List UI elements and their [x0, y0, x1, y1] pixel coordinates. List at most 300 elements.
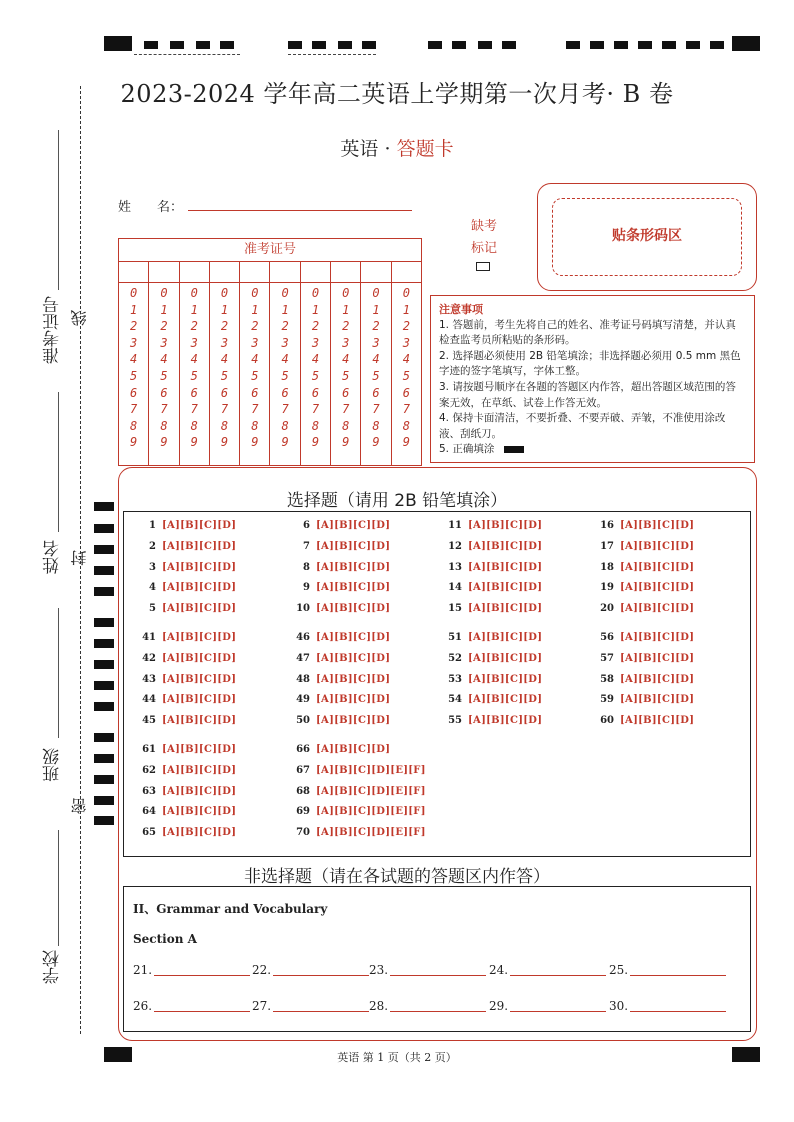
- choice-question-13: [440, 562, 542, 573]
- id-digit-bubble[interactable]: 6: [220, 385, 229, 400]
- id-digit-bubble[interactable]: 9: [281, 435, 289, 450]
- id-digit-bubble[interactable]: 3: [130, 335, 138, 350]
- blank-line[interactable]: [154, 975, 250, 976]
- choice-question-47: [288, 653, 390, 664]
- answer-options[interactable]: [A][B][C][D][E][F]: [316, 827, 426, 839]
- answer-options[interactable]: [A][B][C][D]: [316, 673, 391, 685]
- blank-line[interactable]: [510, 975, 606, 976]
- id-digit-bubble[interactable]: 8: [190, 418, 198, 433]
- question-number: 19: [600, 582, 614, 594]
- question-number: 12: [448, 540, 462, 552]
- timing-mark: [452, 41, 466, 49]
- answer-options[interactable]: [A][B][C][D]: [620, 673, 695, 685]
- class-line: [58, 608, 59, 738]
- choice-question-11: [440, 520, 542, 531]
- id-digit-bubble[interactable]: 5: [311, 368, 320, 383]
- choice-question-50: [288, 715, 390, 726]
- question-number: 1: [149, 520, 156, 531]
- id-write-cell[interactable]: [149, 262, 179, 282]
- choice-question-57: [592, 653, 694, 664]
- choice-question-67: [288, 765, 426, 776]
- answer-options[interactable]: [A][B][C][D]: [620, 603, 695, 615]
- question-number: 4: [149, 582, 156, 594]
- id-digit-bubble[interactable]: 5: [402, 368, 410, 383]
- question-number: 14: [448, 582, 462, 594]
- name-line: [58, 392, 59, 532]
- blank-number: 26.: [133, 999, 153, 1013]
- id-digit-column: [361, 283, 391, 465]
- blank-number: 29.: [489, 999, 509, 1013]
- question-number: 56: [600, 632, 614, 643]
- answer-options[interactable]: [A][B][C][D]: [620, 561, 695, 573]
- exam-id-line: [58, 130, 59, 290]
- id-digit-bubble[interactable]: 7: [342, 402, 350, 417]
- id-digit-bubble[interactable]: 2: [130, 319, 138, 334]
- blank-number: 23.: [369, 963, 389, 977]
- timing-mark-left: [94, 618, 114, 627]
- timing-mark: [196, 41, 210, 49]
- question-number: 18: [600, 561, 614, 573]
- choice-question-54: [440, 694, 542, 705]
- answer-options[interactable]: [A][B][C][D]: [468, 652, 543, 664]
- question-number: 64: [142, 806, 156, 818]
- id-digit-bubble[interactable]: 9: [311, 435, 320, 450]
- answer-options[interactable]: [A][B][C][D]: [162, 540, 237, 552]
- id-digit-bubble[interactable]: 3: [220, 335, 229, 350]
- question-number: 61: [142, 744, 156, 755]
- id-write-cell[interactable]: [240, 262, 270, 282]
- barcode-area: [537, 183, 757, 291]
- id-digit-bubble[interactable]: 8: [160, 418, 168, 433]
- id-digit-bubble[interactable]: 1: [342, 302, 350, 317]
- answer-options[interactable]: [A][B][C][D]: [468, 603, 543, 615]
- answer-options[interactable]: [A][B][C][D][E][F]: [316, 764, 426, 776]
- choice-answer-box: [123, 511, 751, 857]
- answer-options[interactable]: [A][B][C][D]: [162, 744, 237, 755]
- timing-mark-left: [94, 587, 114, 596]
- answer-blank: [252, 963, 369, 977]
- nonchoice-section-title: 非选择题（请在各试题的答题区内作答）: [244, 867, 550, 887]
- note-item: 4. 保持卡面清洁，不要折叠、不要弄破、弄皱，不准使用涂改液、刮纸刀。: [439, 412, 726, 440]
- choice-question-63: [134, 786, 236, 797]
- question-number: 70: [296, 827, 310, 839]
- id-digit-bubble[interactable]: 5: [160, 368, 168, 383]
- answer-options[interactable]: [A][B][C][D]: [316, 715, 391, 727]
- answer-options[interactable]: [A][B][C][D]: [162, 806, 237, 818]
- question-number: 67: [296, 764, 310, 776]
- answer-options[interactable]: [A][B][C][D]: [468, 673, 543, 685]
- id-digit-bubble[interactable]: 1: [372, 302, 380, 317]
- choice-question-48: [288, 674, 390, 685]
- timing-mark: [638, 41, 652, 49]
- timing-mark: [710, 41, 724, 49]
- blank-number: 24.: [489, 963, 509, 977]
- id-digit-column: [331, 283, 361, 465]
- blank-line[interactable]: [273, 1011, 369, 1012]
- id-digit-bubble[interactable]: 6: [311, 385, 320, 400]
- answer-options[interactable]: [A][B][C][D]: [468, 694, 543, 706]
- id-digit-bubble[interactable]: 6: [190, 385, 198, 400]
- id-write-cell[interactable]: [301, 262, 331, 282]
- school-line: [58, 830, 59, 946]
- id-digit-bubble[interactable]: 0: [190, 286, 198, 300]
- choice-question-59: [592, 694, 694, 705]
- answer-options[interactable]: [A][B][C][D]: [468, 632, 543, 643]
- id-digit-bubble[interactable]: 0: [281, 286, 289, 300]
- answer-options[interactable]: [A][B][C][D]: [162, 673, 237, 685]
- id-digit-bubble[interactable]: 4: [311, 352, 320, 367]
- id-digit-bubble[interactable]: 2: [160, 319, 168, 334]
- choice-question-12: [440, 541, 542, 552]
- question-number: 45: [142, 715, 156, 727]
- id-digit-bubble[interactable]: 7: [251, 402, 259, 417]
- id-digit-bubble[interactable]: 3: [251, 335, 259, 350]
- timing-mark: [170, 41, 184, 49]
- id-digit-bubble[interactable]: 7: [130, 402, 138, 417]
- id-digit-bubble[interactable]: 4: [190, 352, 198, 367]
- id-digit-bubble[interactable]: 0: [160, 286, 168, 300]
- answer-options[interactable]: [A][B][C][D]: [162, 652, 237, 664]
- answer-options[interactable]: [A][B][C][D]: [620, 582, 695, 594]
- id-digit-bubble[interactable]: 3: [342, 335, 350, 350]
- answer-options[interactable]: [A][B][C][D]: [162, 764, 237, 776]
- id-digit-bubble[interactable]: 2: [220, 319, 229, 334]
- id-digit-bubble[interactable]: 1: [251, 302, 259, 317]
- id-digit-bubble[interactable]: 9: [160, 435, 168, 450]
- blank-number: 25.: [609, 963, 629, 977]
- id-write-cell[interactable]: [180, 262, 210, 282]
- timing-mark-top-left: [104, 36, 132, 51]
- notes-box: [430, 295, 755, 463]
- answer-options[interactable]: [A][B][C][D]: [468, 715, 543, 727]
- id-digit-bubble[interactable]: 6: [160, 385, 168, 400]
- blank-line[interactable]: [273, 975, 369, 976]
- id-digit-bubble[interactable]: 0: [402, 286, 410, 300]
- choice-question-70: [288, 827, 426, 838]
- id-digit-column: [240, 283, 270, 465]
- choice-question-17: [592, 541, 694, 552]
- id-write-cell[interactable]: [210, 262, 240, 282]
- id-digit-bubble[interactable]: 1: [402, 302, 410, 317]
- id-digit-bubble[interactable]: 0: [251, 286, 259, 300]
- answer-options[interactable]: [A][B][C][D]: [162, 561, 237, 573]
- question-number: 10: [296, 603, 310, 615]
- card-title: [0, 134, 794, 161]
- correct-fill-sample: [504, 446, 524, 453]
- id-digit-bubble[interactable]: 0: [130, 286, 138, 300]
- timing-mark-left: [94, 796, 114, 805]
- answer-options[interactable]: [A][B][C][D]: [162, 520, 237, 531]
- answer-options[interactable]: [A][B][C][D]: [316, 652, 391, 664]
- grammar-section-title: II、Grammar and Vocabulary: [133, 902, 328, 916]
- answer-options[interactable]: [A][B][C][D]: [316, 582, 391, 594]
- id-digit-column: [119, 283, 149, 465]
- timing-mark-left: [94, 816, 114, 825]
- id-digit-bubble[interactable]: 2: [281, 319, 289, 334]
- choice-question-14: [440, 582, 542, 593]
- timing-mark-left: [94, 702, 114, 711]
- id-digit-bubble[interactable]: 3: [372, 335, 380, 350]
- id-digit-bubble[interactable]: 2: [342, 319, 350, 334]
- answer-options[interactable]: [A][B][C][D]: [620, 652, 695, 664]
- timing-mark: [312, 41, 326, 49]
- absent-label: [464, 216, 504, 260]
- id-digit-bubble[interactable]: 5: [251, 368, 259, 383]
- id-digit-bubble[interactable]: 5: [281, 368, 289, 383]
- choice-question-60: [592, 715, 694, 726]
- answer-options[interactable]: [A][B][C][D]: [468, 561, 543, 573]
- question-number: 6: [303, 520, 310, 531]
- choice-question-44: [134, 694, 236, 705]
- id-write-cell[interactable]: [119, 262, 149, 282]
- answer-options[interactable]: [A][B][C][D]: [316, 520, 391, 531]
- blank-number: 27.: [252, 999, 272, 1013]
- id-digit-bubble[interactable]: 4: [402, 352, 410, 367]
- timing-mark-left: [94, 754, 114, 763]
- answer-options[interactable]: [A][B][C][D]: [468, 540, 543, 552]
- blank-number: 21.: [133, 963, 153, 977]
- choice-question-6: [288, 520, 390, 531]
- answer-options[interactable]: [A][B][C][D]: [316, 744, 391, 755]
- id-digit-bubble[interactable]: 4: [251, 352, 259, 367]
- id-digit-bubble[interactable]: 4: [160, 352, 168, 367]
- choice-question-5: [134, 603, 236, 614]
- seal-mi-label: 密: [70, 798, 89, 814]
- blank-number: 22.: [252, 963, 272, 977]
- id-digit-bubble[interactable]: 4: [220, 352, 229, 367]
- id-digit-bubble[interactable]: 7: [372, 402, 380, 417]
- answer-options[interactable]: [A][B][C][D]: [620, 520, 695, 531]
- question-number: 2: [149, 540, 156, 552]
- id-digit-bubble[interactable]: 8: [130, 418, 138, 433]
- id-digit-bubble[interactable]: 6: [251, 385, 259, 400]
- timing-mark-left: [94, 681, 114, 690]
- note-item: 2. 选择题必须使用 2B 铅笔填涂；非选择题必须用 0.5 mm 黑色字迹的签字笔填写，字体工整。: [439, 349, 741, 378]
- choice-question-58: [592, 674, 694, 685]
- blank-line[interactable]: [390, 1011, 486, 1012]
- answer-options[interactable]: [A][B][C][D]: [162, 827, 237, 839]
- question-number: 42: [142, 652, 156, 664]
- answer-options[interactable]: [A][B][C][D]: [162, 715, 237, 727]
- id-digit-bubble[interactable]: 9: [130, 435, 138, 450]
- choice-question-52: [440, 653, 542, 664]
- id-digit-bubble[interactable]: 7: [281, 402, 289, 417]
- id-digit-bubble[interactable]: 8: [402, 418, 410, 433]
- id-digit-bubble[interactable]: 2: [251, 319, 259, 334]
- choice-question-43: [134, 674, 236, 685]
- seal-line-label: 线: [70, 310, 89, 326]
- timing-mark: [338, 41, 352, 49]
- id-digit-bubble[interactable]: 3: [311, 335, 320, 350]
- choice-question-68: [288, 786, 426, 797]
- id-digit-bubble[interactable]: 0: [220, 286, 229, 300]
- answer-options[interactable]: [A][B][C][D]: [316, 632, 391, 643]
- id-digit-bubble[interactable]: 8: [251, 418, 259, 433]
- answer-blank: [609, 963, 726, 977]
- id-write-cell[interactable]: [270, 262, 300, 282]
- id-digit-bubble[interactable]: 3: [160, 335, 168, 350]
- id-digit-bubble[interactable]: 5: [130, 368, 138, 383]
- question-number: 58: [600, 673, 614, 685]
- answer-options[interactable]: [A][B][C][D]: [162, 785, 237, 797]
- answer-options[interactable]: [A][B][C][D]: [620, 632, 695, 643]
- id-digit-bubble[interactable]: 1: [311, 302, 320, 317]
- id-write-cell[interactable]: [392, 262, 421, 282]
- timing-mark: [662, 41, 676, 49]
- id-digit-bubble[interactable]: 3: [402, 335, 410, 350]
- id-digit-bubble[interactable]: 4: [281, 352, 289, 367]
- id-digit-bubble[interactable]: 7: [402, 402, 410, 417]
- answer-options[interactable]: [A][B][C][D]: [620, 694, 695, 706]
- choice-question-46: [288, 632, 390, 643]
- id-write-cell[interactable]: [361, 262, 391, 282]
- timing-mark: [362, 41, 376, 49]
- id-digit-bubble[interactable]: 3: [190, 335, 198, 350]
- answer-blank: [252, 999, 369, 1013]
- side-class-label: 班级: [43, 748, 63, 782]
- answer-options[interactable]: [A][B][C][D]: [162, 632, 237, 643]
- blank-line[interactable]: [390, 975, 486, 976]
- answer-blank: [489, 999, 606, 1013]
- id-digit-bubble[interactable]: 7: [220, 402, 229, 417]
- seal-feng-label: 封: [70, 550, 89, 566]
- answer-options[interactable]: [A][B][C][D]: [162, 582, 237, 594]
- id-digit-bubble[interactable]: 6: [372, 385, 380, 400]
- id-digit-bubble[interactable]: 5: [220, 368, 229, 383]
- subject-label: 英语: [340, 138, 379, 160]
- id-digit-bubble[interactable]: 1: [160, 302, 168, 317]
- id-digit-bubble[interactable]: 6: [342, 385, 350, 400]
- id-digit-bubble[interactable]: 0: [372, 286, 380, 300]
- answer-options[interactable]: [A][B][C][D]: [316, 603, 391, 615]
- question-number: 20: [600, 603, 614, 615]
- id-digit-bubble[interactable]: 8: [342, 418, 350, 433]
- answer-blank: [369, 999, 486, 1013]
- question-number: 63: [142, 785, 156, 797]
- id-digit-bubble[interactable]: 6: [402, 385, 410, 400]
- timing-mark-left: [94, 660, 114, 669]
- question-number: 9: [303, 582, 310, 594]
- id-digit-bubble[interactable]: 1: [281, 302, 289, 317]
- timing-mark-left: [94, 775, 114, 784]
- answer-options[interactable]: [A][B][C][D]: [620, 540, 695, 552]
- id-digit-bubble[interactable]: 4: [342, 352, 350, 367]
- answer-options[interactable]: [A][B][C][D]: [468, 520, 543, 531]
- answer-options[interactable]: [A][B][C][D]: [162, 694, 237, 706]
- blank-line[interactable]: [630, 1011, 726, 1012]
- id-digit-bubble[interactable]: 3: [281, 335, 289, 350]
- id-digit-bubble[interactable]: 4: [372, 352, 380, 367]
- timing-mark: [288, 41, 302, 49]
- id-digit-column: [301, 283, 331, 465]
- id-digit-bubble[interactable]: 9: [372, 435, 380, 450]
- id-digit-bubble[interactable]: 2: [372, 319, 380, 334]
- question-number: 48: [296, 673, 310, 685]
- id-write-cell[interactable]: [331, 262, 361, 282]
- choice-question-53: [440, 674, 542, 685]
- id-digit-bubble[interactable]: 1: [130, 302, 138, 317]
- id-digit-bubble[interactable]: 8: [281, 418, 289, 433]
- question-number: 50: [296, 715, 310, 727]
- answer-options[interactable]: [A][B][C][D]: [316, 540, 391, 552]
- answer-options[interactable]: [A][B][C][D][E][F]: [316, 785, 426, 797]
- exam-id-title: 准考证号: [119, 239, 421, 262]
- choice-question-9: [288, 582, 390, 593]
- blank-line[interactable]: [154, 1011, 250, 1012]
- choice-question-45: [134, 715, 236, 726]
- id-digit-bubble[interactable]: 9: [342, 435, 350, 450]
- blank-line[interactable]: [510, 1011, 606, 1012]
- question-number: 15: [448, 603, 462, 615]
- id-digit-bubble[interactable]: 7: [190, 402, 198, 417]
- id-digit-bubble[interactable]: 9: [251, 435, 259, 450]
- id-digit-bubble[interactable]: 9: [190, 435, 198, 450]
- id-digit-bubble[interactable]: 0: [311, 286, 320, 300]
- id-digit-bubble[interactable]: 9: [402, 435, 410, 450]
- answer-options[interactable]: [A][B][C][D]: [316, 694, 391, 706]
- blank-number: 28.: [369, 999, 389, 1013]
- question-number: 44: [142, 694, 156, 706]
- id-digit-bubble[interactable]: 7: [311, 402, 320, 417]
- page-footer: 英语 第 1 页（共 2 页）: [337, 1051, 457, 1064]
- id-digit-bubble[interactable]: 1: [190, 302, 198, 317]
- absent-checkbox[interactable]: [476, 262, 490, 271]
- answer-blank: [609, 999, 726, 1013]
- choice-question-4: [134, 582, 236, 593]
- choice-question-66: [288, 744, 390, 755]
- answer-options[interactable]: [A][B][C][D]: [620, 715, 695, 727]
- question-number: 52: [448, 652, 462, 664]
- id-digit-bubble[interactable]: 8: [220, 418, 229, 433]
- id-digit-bubble[interactable]: 8: [372, 418, 380, 433]
- side-exam-id-label: 准考证号: [43, 296, 63, 364]
- id-digit-column: [270, 283, 300, 465]
- id-digit-bubble[interactable]: 6: [130, 385, 138, 400]
- id-digit-bubble[interactable]: 0: [342, 286, 350, 300]
- id-digit-bubble[interactable]: 6: [281, 385, 289, 400]
- id-digit-bubble[interactable]: 2: [190, 319, 198, 334]
- exam-id-grid: [118, 238, 422, 466]
- answer-options[interactable]: [A][B][C][D]: [316, 561, 391, 573]
- choice-question-56: [592, 632, 694, 643]
- question-number: 66: [296, 744, 310, 755]
- name-field[interactable]: [188, 210, 412, 211]
- id-digit-bubble[interactable]: 4: [130, 352, 138, 367]
- card-label: 答题卡: [396, 138, 454, 160]
- id-digit-bubble[interactable]: 2: [311, 319, 320, 334]
- id-digit-bubble[interactable]: 5: [190, 368, 198, 383]
- answer-options[interactable]: [A][B][C][D]: [162, 603, 237, 615]
- choice-question-49: [288, 694, 390, 705]
- choice-question-2: [134, 541, 236, 552]
- answer-options[interactable]: [A][B][C][D]: [468, 582, 543, 594]
- id-digit-bubble[interactable]: 7: [160, 402, 168, 417]
- timing-mark-left: [94, 545, 114, 554]
- id-digit-bubble[interactable]: 8: [311, 418, 320, 433]
- side-name-label: 姓名: [43, 540, 63, 574]
- choice-question-20: [592, 603, 694, 614]
- section-a-title: Section A: [133, 932, 197, 946]
- question-number: 5: [149, 603, 156, 615]
- id-digit-bubble[interactable]: 9: [220, 435, 229, 450]
- id-digit-bubble[interactable]: 5: [372, 368, 380, 383]
- answer-options[interactable]: [A][B][C][D][E][F]: [316, 806, 426, 818]
- blank-line[interactable]: [630, 975, 726, 976]
- id-digit-bubble[interactable]: 5: [342, 368, 350, 383]
- id-digit-bubble[interactable]: 2: [402, 319, 410, 334]
- id-digit-bubble[interactable]: 1: [220, 302, 229, 317]
- question-number: 8: [303, 561, 310, 573]
